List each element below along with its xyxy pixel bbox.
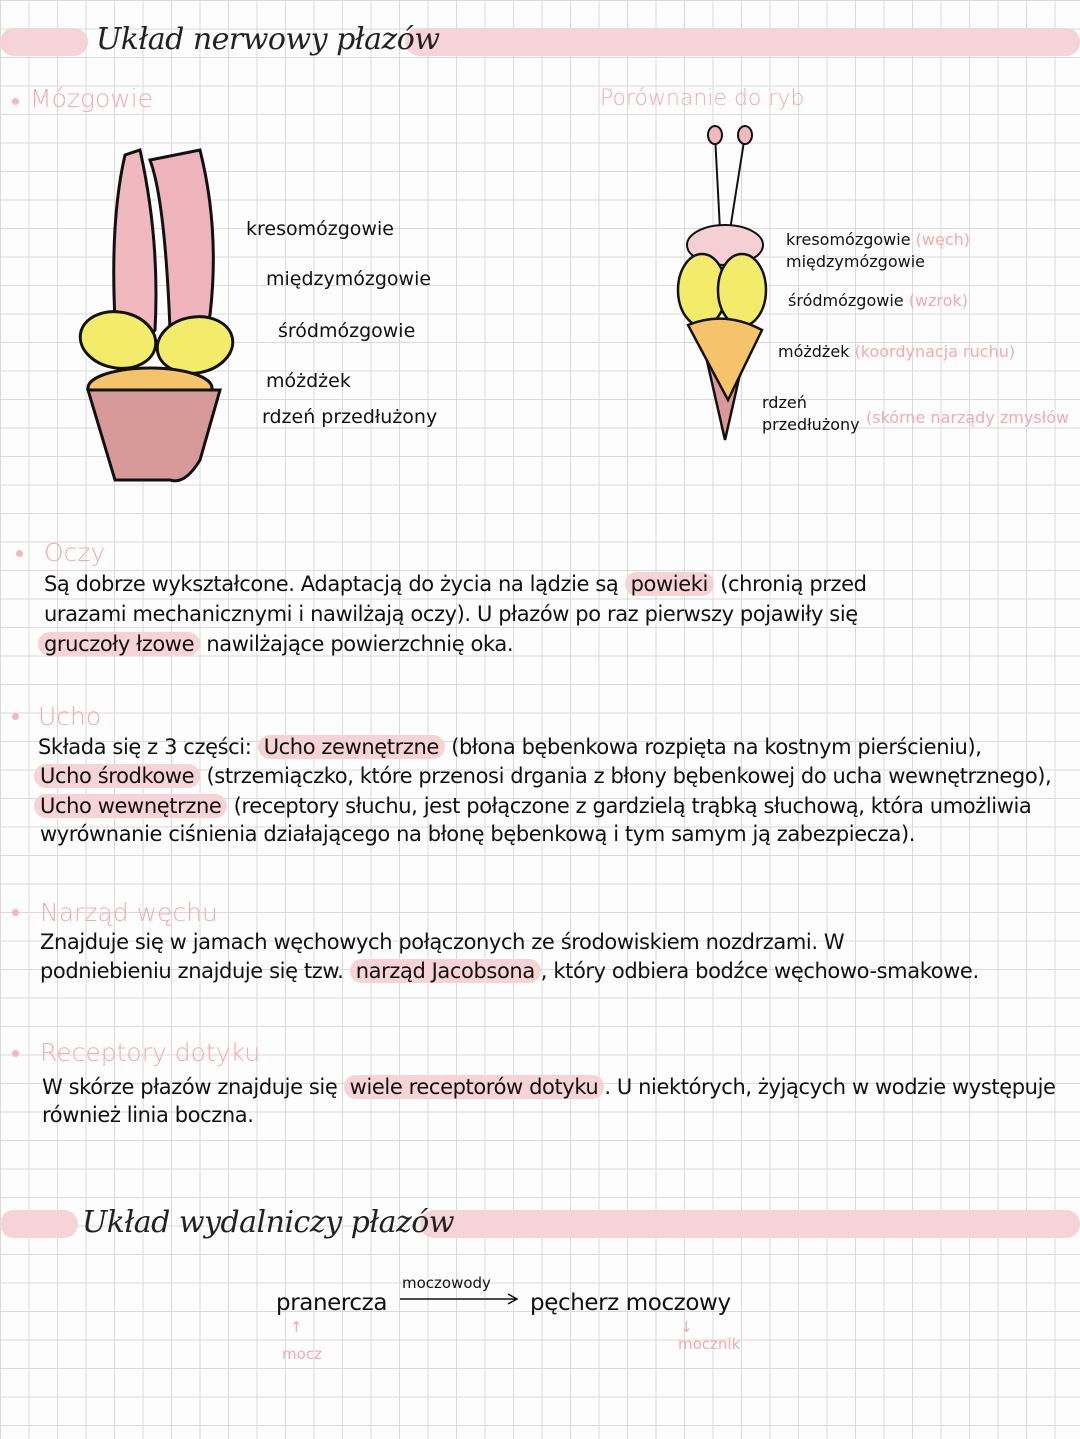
title-highlight-left <box>0 28 88 56</box>
fish-label-telencephalon <box>786 230 970 249</box>
text: (błona bębenkowa rozpięta na kostnym pierścieniu), <box>451 735 982 759</box>
heading-ear: Ucho <box>38 702 102 731</box>
label-note: (koordynacja ruchu) <box>854 342 1016 361</box>
ureter-label: moczowody <box>402 1274 491 1292</box>
label-midbrain: śródmózgowie <box>278 320 416 342</box>
label-text: rdzeń przedłużony <box>762 393 860 434</box>
heading-compare: Porównanie do ryb <box>600 86 805 111</box>
fish-label-midbrain <box>788 291 968 310</box>
label-medulla: rdzeń przedłużony <box>262 406 438 428</box>
text: nawilżające powierzchnię oka. <box>206 632 514 656</box>
urine-label: mocz <box>282 1345 322 1363</box>
page-title-excretory: Układ wydalniczy płazów <box>82 1205 454 1240</box>
urea-label: mocznik <box>678 1335 741 1353</box>
fish-label-diencephalon <box>786 252 925 271</box>
bullet <box>12 909 19 916</box>
heading-brain: Mózgowie <box>30 84 154 113</box>
highlight: Ucho zewnętrzne <box>258 735 445 759</box>
text: Są dobrze wykształcone. Adaptacją do życia na lądzie są <box>44 572 619 596</box>
ear-line-1 <box>38 735 982 759</box>
heading-smell: Narząd węchu <box>40 898 218 927</box>
highlight: narząd Jacobsona <box>350 959 541 983</box>
kidney-label: pranercza <box>276 1290 388 1316</box>
ear-line-2 <box>34 764 1051 788</box>
smell-line-1: Znajduje się w jamach węchowych połączonych ze środowiskiem nozdrzami. W <box>40 930 845 954</box>
arrow-icon <box>398 1292 523 1306</box>
heading-eyes: Oczy <box>44 538 106 567</box>
ear-line-4: wyrównanie ciśnienia działającego na błonę bębenkową i tym samym ją zabezpiecza). <box>40 822 916 846</box>
arrow-down-icon: ↓ <box>680 1318 693 1336</box>
bullet <box>16 550 23 557</box>
page-title-nervous: Układ nerwowy płazów <box>96 22 440 57</box>
bullet <box>12 713 19 720</box>
highlight: wiele receptorów dotyku <box>344 1075 605 1099</box>
label-text: kresomózgowie <box>786 230 911 249</box>
text: W skórze płazów znajduje się <box>42 1075 338 1099</box>
touch-line-2: również linia boczna. <box>42 1103 254 1127</box>
amphibian-brain-diagram <box>70 140 270 490</box>
text: (receptory słuchu, jest połączone z gardzielą trąbką słuchową, która umożliwia <box>233 794 1032 818</box>
smell-line-2 <box>40 959 979 983</box>
fish-label-medulla-note: (skórne narządy zmysłów <box>866 408 1070 427</box>
eyes-line-1 <box>44 572 867 596</box>
label-text: móżdżek <box>778 342 850 361</box>
label-note: (węch) <box>915 230 971 249</box>
fish-label-cerebellum <box>778 342 1015 361</box>
text: , który odbiera bodźce węchowo-smakowe. <box>540 959 979 983</box>
label-cerebellum: móżdżek <box>266 370 351 392</box>
arrow-up-icon: ↑ <box>290 1318 303 1336</box>
eyes-line-3 <box>38 632 513 656</box>
label-text: międzymózgowie <box>786 252 925 271</box>
title-highlight-right <box>420 1210 1080 1238</box>
label-text: śródmózgowie <box>788 291 904 310</box>
label-note: (wzrok) <box>908 291 968 310</box>
highlight: Ucho wewnętrzne <box>34 794 227 818</box>
heading-touch: Receptory dotyku <box>40 1038 261 1067</box>
text: (strzemiączko, które przenosi drgania z błony bębenkowej do ucha wewnętrznego), <box>206 764 1052 788</box>
bullet <box>12 98 19 105</box>
ear-line-3 <box>34 794 1031 818</box>
highlight: powieki <box>625 572 714 596</box>
title-highlight-left <box>0 1210 78 1238</box>
highlight: gruczoły łzowe <box>38 632 200 656</box>
text: podniebieniu znajduje się tzw. <box>40 959 344 983</box>
text: (chronią przed <box>720 572 867 596</box>
touch-line-1 <box>42 1075 1056 1099</box>
highlight: Ucho środkowe <box>34 764 200 788</box>
text: Składa się z 3 części: <box>38 735 252 759</box>
bladder-label: pęcherz moczowy <box>530 1290 731 1316</box>
text: . U niektórych, żyjących w wodzie występuje <box>604 1075 1056 1099</box>
bullet <box>12 1050 19 1057</box>
label-diencephalon: międzymózgowie <box>266 268 432 290</box>
fish-label-medulla <box>762 392 860 436</box>
title-highlight-right <box>405 28 1080 56</box>
label-telencephalon: kresomózgowie <box>246 218 394 240</box>
eyes-line-2: urazami mechanicznymi i nawilżają oczy). U płazów po raz pierwszy pojawiły się <box>44 602 858 626</box>
